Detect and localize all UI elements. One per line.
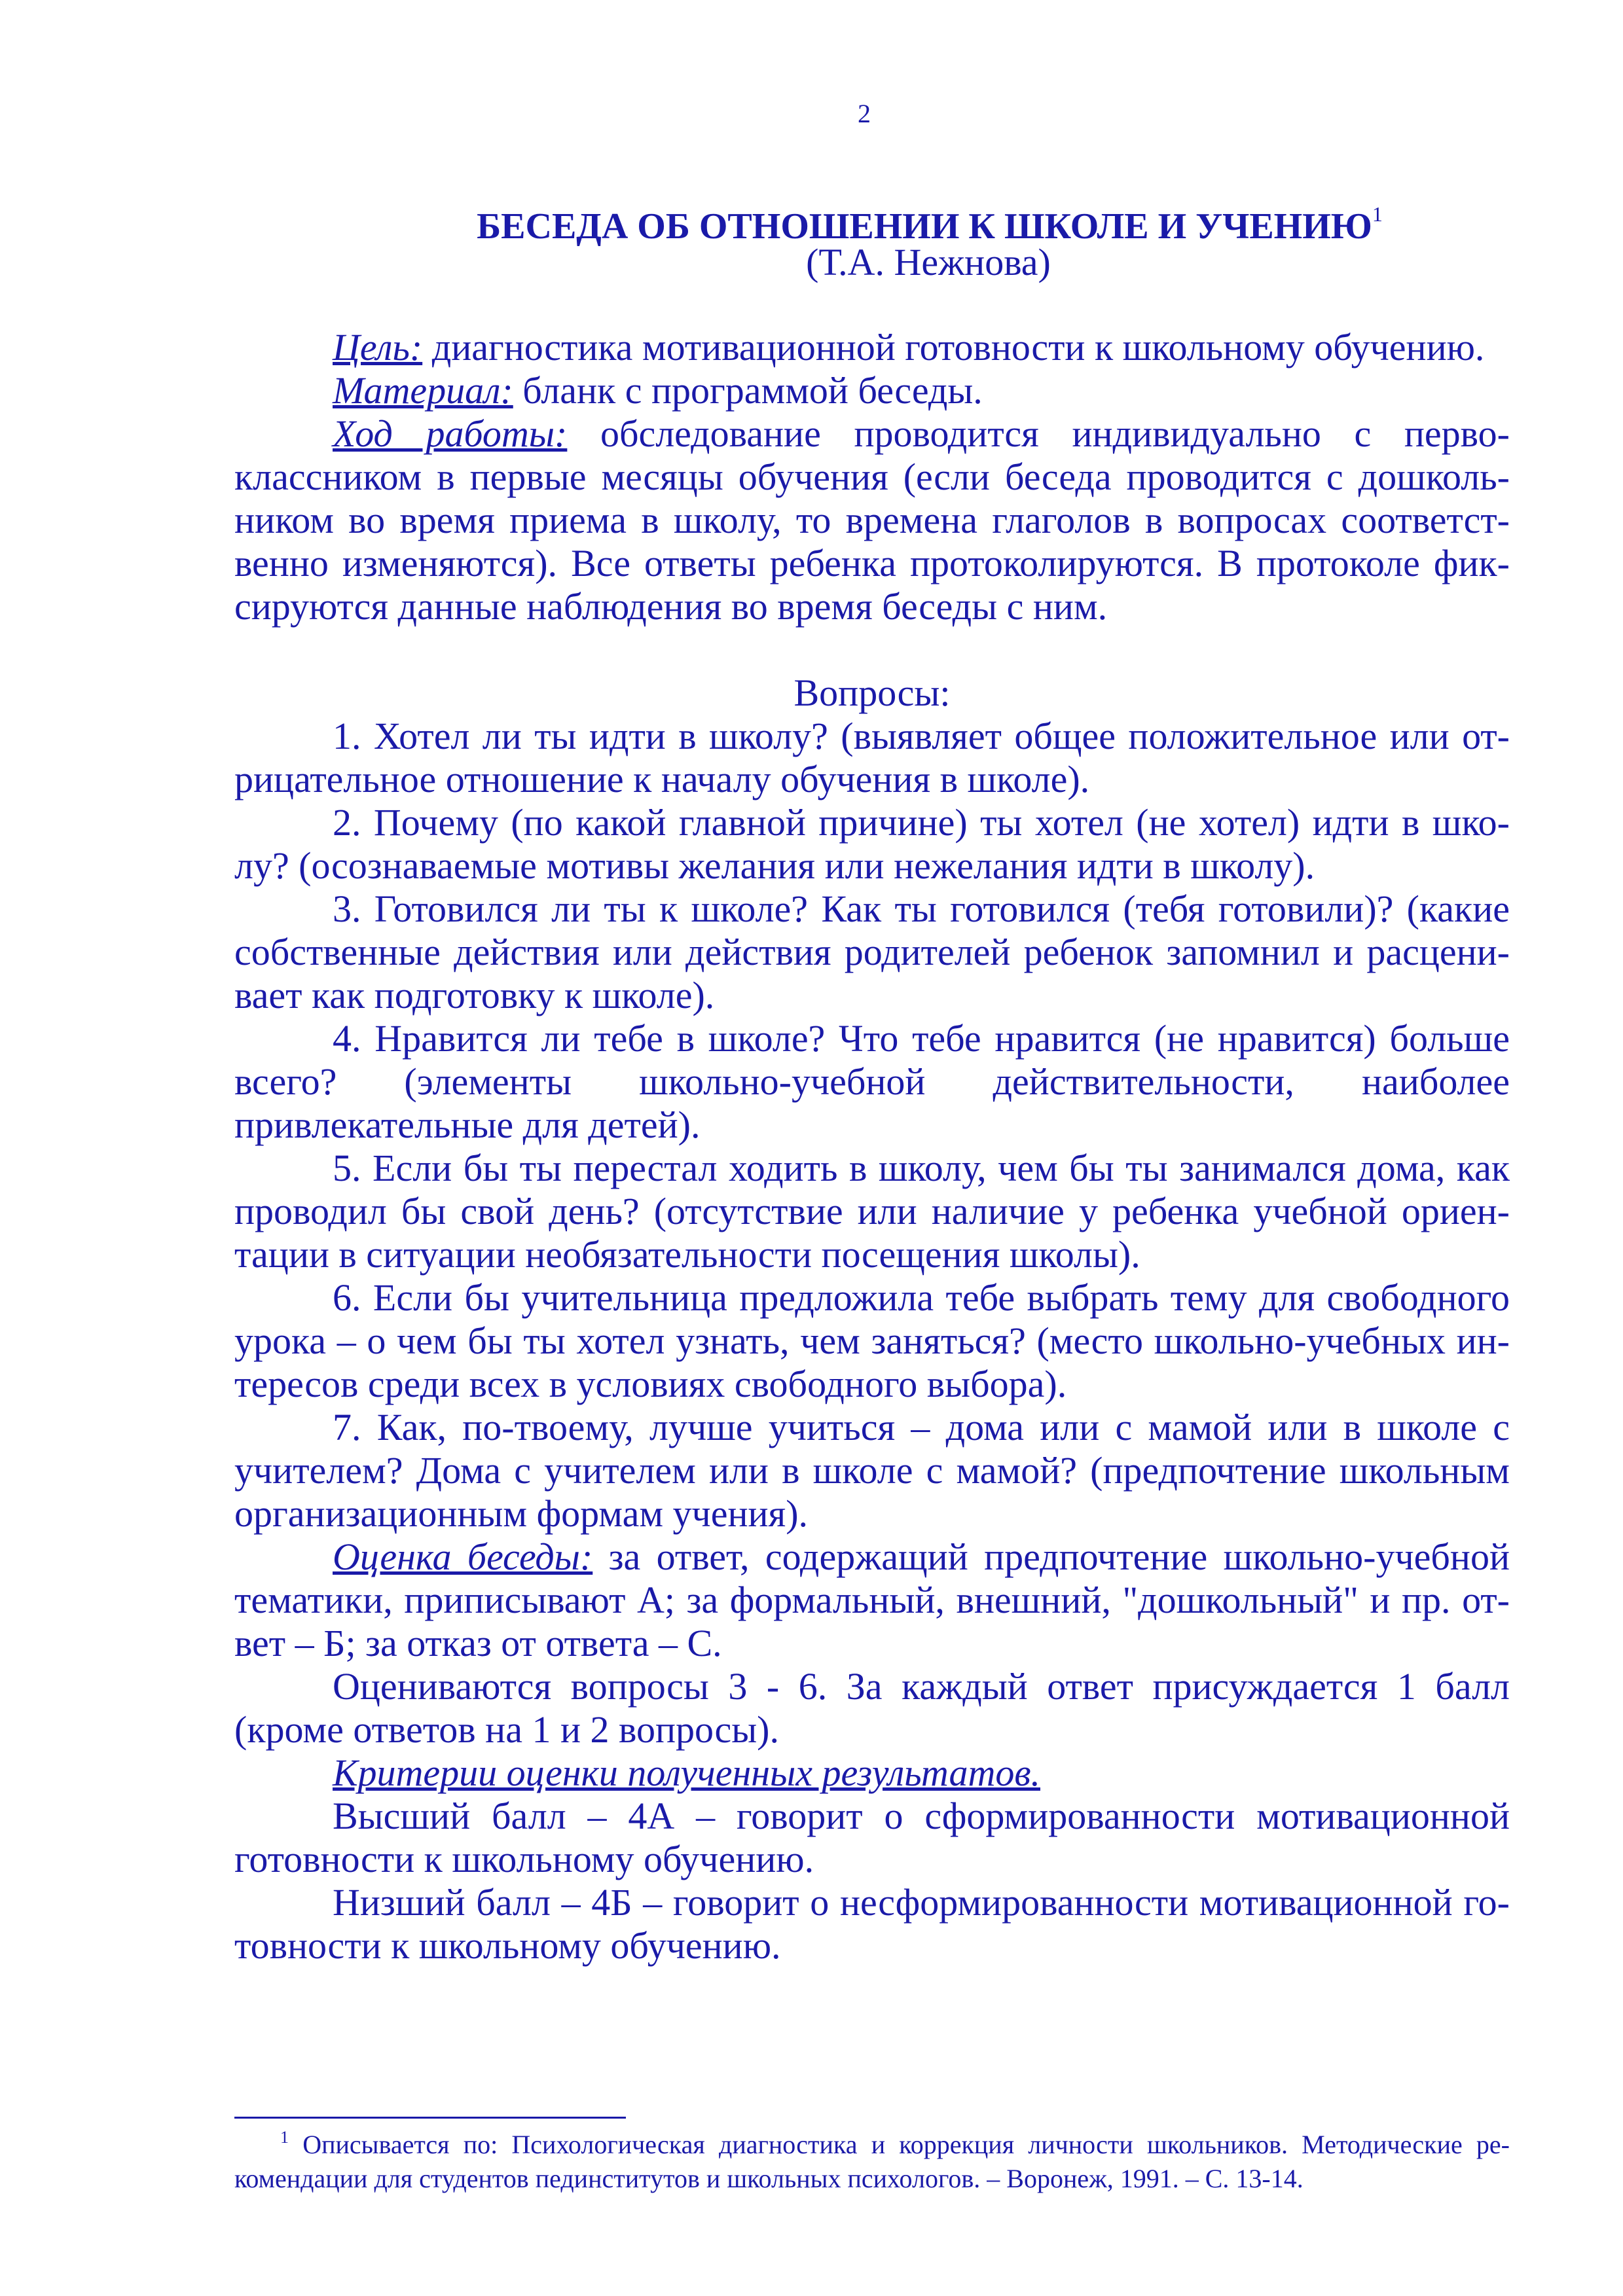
question-item: 3. Готовился ли ты к школе? Как ты готовился (тебя готовили)? (какие собственные действия или действия родителей ребенок запомнил и расцени-вает как подготовку к школе). [234, 888, 1510, 1016]
title-footnote-ref[interactable]: 1 [1372, 202, 1383, 226]
material-label: Материал: [333, 369, 513, 412]
question-item: 5. Если бы ты перестал ходить в школу, чем бы ты занимался дома, как проводил бы свой день? (отсутствие или наличие у ребенка учебной ориен-тации в ситуации необязательности посещения школы). [234, 1147, 1510, 1276]
question-item: 6. Если бы учительница предложила тебе выбрать тему для свободного урока – о чем бы ты хотел узнать, чем заняться? (место школьно-учебных ин-тересов среди всех в условиях свободного выбора). [234, 1276, 1510, 1405]
questions-heading: Вопросы: [793, 672, 951, 714]
low-score-paragraph: Низший балл – 4Б – говорит о несформированности мотивационной го-товности к школьному обучению. [234, 1881, 1510, 1967]
evaluation-text: за ответ, содержащий предпочтение школьно-учебной тематики, приписывают А; за формальный, внешний, "дошкольный" и пр. от-вет – Б; за отказ от ответа – С. [234, 1535, 1510, 1664]
goal-text: диагностика мотивационной готовности к школьному обучению. [422, 326, 1485, 368]
question-item: 7. Как, по-твоему, лучше учиться – дома или с мамой или в школе с учителем? Дома с учителем или в школе с мамой? (предпочтение школьным организационным формам учения). [234, 1406, 1510, 1535]
material-paragraph [234, 369, 1510, 412]
material-text: бланк с программой беседы. [513, 369, 983, 412]
question-item: 1. Хотел ли ты идти в школу? (выявляет общее положительное или от-рицательное отношение к началу обучения в школе). [234, 715, 1510, 800]
criteria-label: Критерии оценки полученных результатов. [333, 1751, 1041, 1794]
question-item: 4. Нравится ли тебе в школе? Что тебе нравится (не нравится) больше всего? (элементы школьно-учебной действительности, наиболее привлекательные для детей). [234, 1017, 1510, 1146]
procedure-text: обследование проводится индивидуально с перво-классником в первые месяцы обучения (если беседа проводится с дошколь-ником во время приема в школу, то времена глаголов в вопросах соответст-венно изменяются). Все ответы ребенка протоколируются. В протоколе фик-сируются данные наблюдения во время беседы с ним. [234, 412, 1510, 628]
procedure-label: Ход работы: [333, 412, 568, 455]
evaluation-paragraph [234, 1535, 1510, 1665]
high-score-paragraph: Высший балл – 4А – говорит о сформированности мотивационной готовности к школьному обучению. [234, 1795, 1510, 1880]
procedure-paragraph [234, 412, 1510, 628]
evaluation-label: Оценка беседы: [333, 1535, 593, 1578]
question-item: 2. Почему (по какой главной причине) ты хотел (не хотел) идти в шко-лу? (осознаваемые мотивы желания или нежелания идти в школу). [234, 801, 1510, 887]
footnote-divider [234, 2117, 626, 2119]
goal-paragraph [234, 326, 1510, 369]
goal-label: Цель: [333, 326, 423, 368]
page-number: 2 [858, 99, 871, 128]
footnote-number: 1 [280, 2128, 289, 2147]
criteria-paragraph [234, 1751, 1510, 1795]
document-body [234, 326, 1510, 1967]
title-text: БЕСЕДА ОБ ОТНОШЕНИИ К ШКОЛЕ И УЧЕНИЮ [477, 206, 1372, 247]
author: (Т.А. Нежнова) [806, 241, 1051, 283]
footnote-text: Описывается по: Психологическая диагностика и коррекция личности школьников. Методические ре-комендации для студентов пединститутов и школьных психологов. – Воронеж, 1991. – С. 13-14. [234, 2130, 1510, 2193]
footnote [234, 2121, 1510, 2196]
scoring-paragraph: Оцениваются вопросы 3 - 6. За каждый ответ присуждается 1 балл (кроме ответов на 1 и 2 вопросы). [234, 1665, 1510, 1751]
